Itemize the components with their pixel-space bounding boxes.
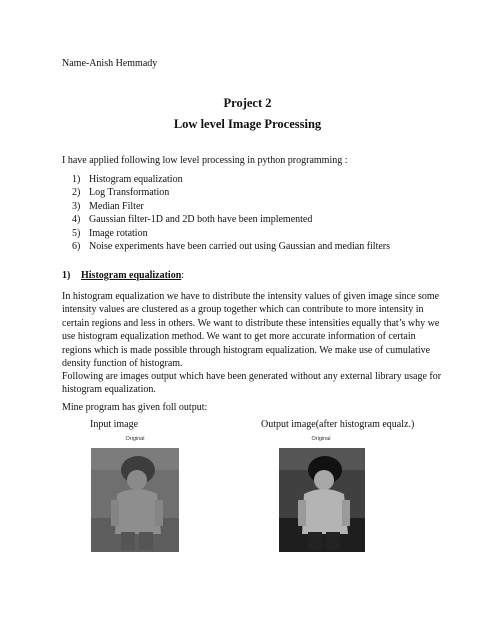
list-item (72, 227, 390, 240)
list-item-number: 3) (72, 200, 81, 212)
section-title: Histogram equalization (81, 270, 182, 281)
section-colon: : (181, 270, 185, 281)
output-image-caption: Output image(after histogram equalz.) (261, 419, 415, 430)
list-item-number: 6) (72, 241, 81, 253)
project-title: Project 2 (223, 96, 272, 110)
list-item-text: Noise experiments have been carried out using Gaussian and median filters (89, 241, 391, 253)
output-photo (279, 448, 365, 552)
list-item-number: 1) (72, 174, 81, 185)
list-item-text: Log Transformation (89, 187, 170, 199)
list-item (72, 240, 390, 253)
author-line: Name-Anish Hemmady (62, 58, 158, 69)
techniques-list (72, 173, 390, 253)
output-figure-title: Original (311, 436, 331, 442)
list-item-text: Histogram equalization (89, 174, 183, 185)
paragraph-histogram-description: In histogram equalization we have to distribute the intensity values of given image since some intensity values are clustered as a group together which can contribute to more intensity in certain regions and less in others. We want to distribute these intensities equally that’s why we use histogram equalization method. We want to get more accurate information of certain regions which is made possible through histogram equalization. We make use of cumulative density function of histogram. (62, 291, 440, 370)
input-image-caption: Input image (90, 419, 139, 430)
list-item (72, 173, 390, 186)
list-item-text: Gaussian filter-1D and 2D both have been implemented (89, 214, 313, 226)
intro-text: I have applied following low level processing in python programming : (62, 155, 348, 166)
subtitle: Low level Image Processing (173, 117, 322, 131)
list-item-number: 2) (72, 187, 81, 199)
list-item-text: Image rotation (89, 227, 148, 239)
list-item-number: 5) (72, 227, 81, 239)
list-item (72, 213, 390, 226)
paragraph-output-intro: Mine program has given foll output: (62, 402, 208, 413)
input-photo (91, 448, 179, 552)
section-heading (62, 270, 184, 281)
section-number: 1) (62, 270, 71, 281)
paragraph-output-note: Following are images output which have been generated without any external library usage for histogram equalization. (62, 371, 442, 396)
input-figure-title: Original (125, 436, 145, 442)
list-item-text: Median Filter (89, 200, 144, 212)
list-item (72, 186, 390, 199)
list-item-number: 4) (72, 214, 81, 226)
list-item (72, 200, 390, 213)
